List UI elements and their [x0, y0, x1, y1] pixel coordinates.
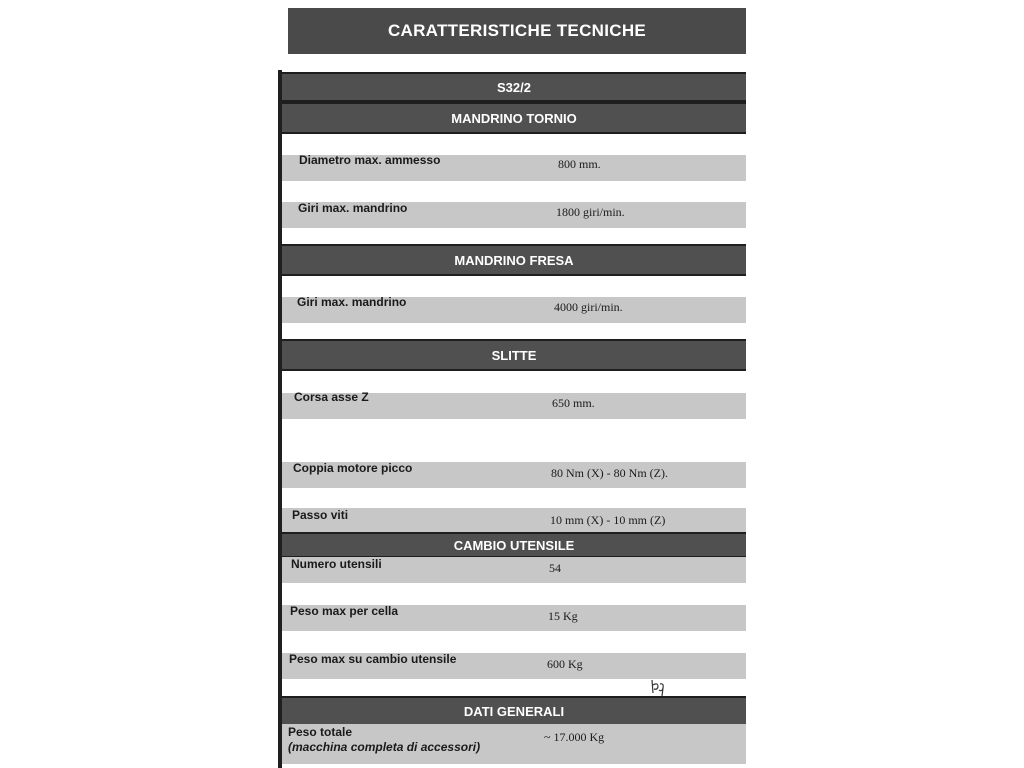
- row-sublabel: (macchina completa di accessori): [288, 740, 481, 754]
- row-value: ~ 17.000 Kg: [544, 730, 605, 744]
- table-row: [282, 297, 746, 323]
- table-row: [282, 390, 746, 419]
- model-header: S32/2: [282, 72, 746, 102]
- row-label: Corsa asse Z: [294, 390, 369, 404]
- table-row: [282, 202, 746, 228]
- table-row: [282, 462, 746, 488]
- row-label: Passo viti: [292, 508, 349, 522]
- table-row: [282, 653, 746, 679]
- table-row: [282, 557, 746, 583]
- table-row: [282, 724, 746, 764]
- section-heading-dati-generali: DATI GENERALI: [282, 696, 746, 726]
- row-value: 1800 giri/min.: [556, 205, 625, 219]
- section-heading-cambio-utensile: CAMBIO UTENSILE: [282, 532, 746, 558]
- row-label: Peso max per cella: [290, 604, 399, 618]
- row-value: 10 mm (X) - 10 mm (Z): [550, 513, 666, 527]
- row-value: 600 Kg: [547, 657, 583, 671]
- row-label: Peso totale: [288, 725, 353, 739]
- row-label: Giri max. mandrino: [297, 295, 407, 309]
- row-label: Peso max su cambio utensile: [289, 652, 457, 666]
- handwritten-initials: [649, 676, 667, 698]
- section-heading-mandrino-tornio: MANDRINO TORNIO: [282, 102, 746, 134]
- row-value: 800 mm.: [558, 157, 601, 171]
- spec-sheet: [278, 0, 746, 768]
- section-heading-slitte: SLITTE: [282, 339, 746, 371]
- row-label: Diametro max. ammesso: [299, 153, 441, 167]
- table-row: [282, 605, 746, 631]
- row-label: Coppia motore picco: [293, 461, 413, 475]
- table-row: [282, 155, 746, 181]
- row-value: 54: [549, 561, 561, 575]
- document-title: CARATTERISTICHE TECNICHE: [288, 8, 746, 54]
- row-value: 15 Kg: [548, 609, 578, 623]
- row-label: Giri max. mandrino: [298, 201, 408, 215]
- section-heading-mandrino-fresa: MANDRINO FRESA: [282, 244, 746, 276]
- row-label: Numero utensili: [291, 557, 382, 571]
- row-value: 80 Nm (X) - 80 Nm (Z).: [551, 466, 668, 480]
- row-value: 4000 giri/min.: [554, 300, 623, 314]
- row-value: 650 mm.: [552, 396, 595, 410]
- table-row: [282, 508, 746, 534]
